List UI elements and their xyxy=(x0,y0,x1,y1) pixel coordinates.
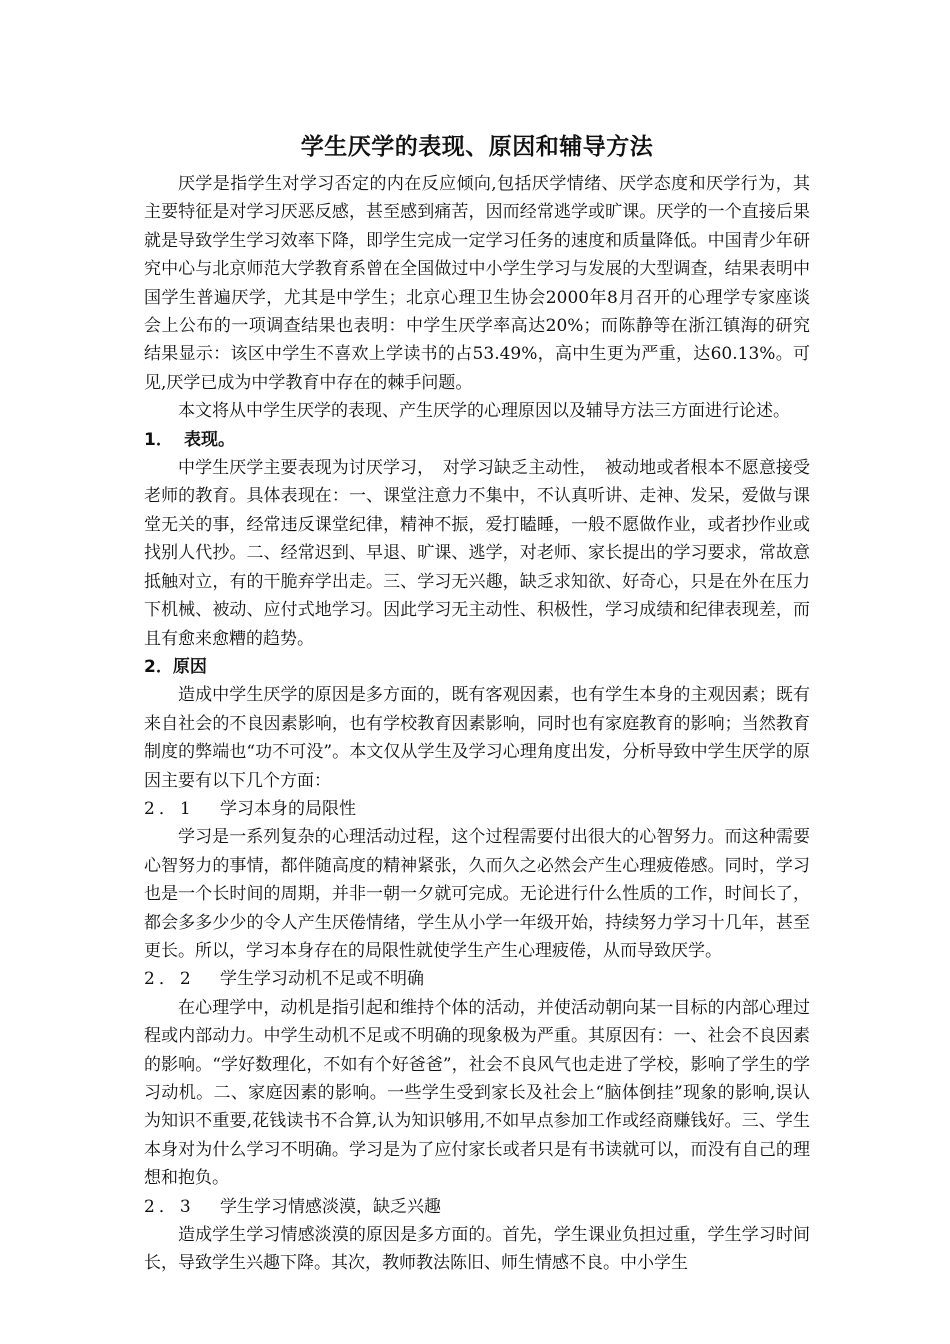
section-paragraph: 造成中学生厌学的原因是多方面的，既有客观因素，也有学生本身的主观因素；既有来自社会的不良因素影响，也有学校教育因素影响，同时也有家庭教育的影响；当然教育制度的弊端也“功不可没”。本文仅从学生及学习心理角度出发，分析导致中学生厌学的原因主要有以下几个方面： xyxy=(144,685,810,791)
intro-paragraph: 本文将从中学生厌学的表现、产生厌学的心理原因以及辅导方法三方面进行论述。 xyxy=(178,401,790,422)
subsection-heading xyxy=(144,1193,810,1221)
document-title: 学生厌学的表现、原因和辅导方法 xyxy=(300,134,654,160)
subsection-paragraph: 学习是一系列复杂的心理活动过程，这个过程需要付出很大的心智努力。而这种需要心智努力的事情，都伴随高度的精神紧张，久而久之必然会产生心理疲倦感。同时，学习也是一个长时间的周期，并非一朝一夕就可完成。无论进行什么性质的工作，时间长了，都会多多少少的令人产生厌倦情绪，学生从小学一年级开始，持续努力学习十几年，甚至更长。所以，学习本身存在的局限性就使学生产生心理疲倦，从而导致厌学。 xyxy=(144,827,810,961)
document-page xyxy=(144,128,810,1278)
section-heading xyxy=(144,426,810,454)
section-heading xyxy=(144,653,810,681)
subsection-title: 学生学习情感淡漠，缺乏兴趣 xyxy=(220,1196,441,1217)
intro-paragraph: 厌学是指学生对学习否定的内在反应倾向,包括厌学情绪、厌学态度和厌学行为，其主要特征是对学习厌恶反感，甚至感到痛苦，因而经常逃学或旷课。厌学的一个直接后果就是导致学生学习效率下降，即学生完成一定学习任务的速度和质量降低。中国青少年研究中心与北京师范大学教育系曾在全国做过中小学生学习与发展的大型调查，结果表明中国学生普遍厌学，尤其是中学生；北京心理卫生协会2000年8月召开的心理学专家座谈会上公布的一项调查结果也表明：中学生厌学率高达20%；而陈静等在浙江镇海的研究结果显示：该区中学生不喜欢上学读书的占53.49%，高中生更为严重，达60.13%。可见,厌学已成为中学教育中存在的棘手问题。 xyxy=(144,174,810,393)
section-paragraph: 中学生厌学主要表现为讨厌学习， 对学习缺乏主动性， 被动地或者根本不愿意接受老师的教育。具体表现在：一、课堂注意力不集中，不认真听讲、走神、发呆，爱做与课堂无关的事，经常违反课堂纪律，精神不振，爱打瞌睡，一般不愿做作业，或者抄作业或找别人代抄。二、经常迟到、早退、旷课、逃学，对老师、家长提出的学习要求，常故意抵触对立，有的干脆弃学出走。三、学习无兴趣，缺乏求知欲、好奇心，只是在外在压力下机械、被动、应付式地学习。因此学习无主动性、积极性，学习成绩和纪律表现差，而且有愈来愈糟的趋势。 xyxy=(144,458,810,649)
subsection-heading xyxy=(144,795,810,823)
subsection-title: 学习本身的局限性 xyxy=(220,798,356,819)
subsection-paragraph: 在心理学中，动机是指引起和维持个体的活动，并使活动朝向某一目标的内部心理过程或内部动力。中学生动机不足或不明确的现象极为严重。其原因有：一、社会不良因素的影响。“学好数理化，不如有个好爸爸”，社会不良风气也走进了学校，影响了学生的学习动机。二、家庭因素的影响。一些学生受到家长及社会上“脑体倒挂”现象的影响,误认为知识不重要,花钱读书不合算,认为知识够用,不如早点参加工作或经商赚钱好。三、学生本身对为什么学习不明确。学习是为了应付家长或者只是有书读就可以，而没有自己的理想和抱负。 xyxy=(144,997,810,1189)
subsection-number: 2．3 xyxy=(144,1196,195,1217)
section-title: 原因 xyxy=(172,656,207,677)
subsection-number: 2．2 xyxy=(144,969,195,990)
section-title: 表现。 xyxy=(184,429,235,450)
subsection-heading xyxy=(144,965,810,993)
subsection-number: 2．1 xyxy=(144,798,195,819)
section-number: 2． xyxy=(144,656,173,677)
section-number: 1． xyxy=(144,429,173,450)
subsection-title: 学生学习动机不足或不明确 xyxy=(220,969,424,990)
subsection-paragraph: 造成学生学习情感淡漠的原因是多方面的。首先，学生课业负担过重，学生学习时间长，导致学生兴趣下降。其次，教师教法陈旧、师生情感不良。中小学生 xyxy=(144,1225,810,1274)
